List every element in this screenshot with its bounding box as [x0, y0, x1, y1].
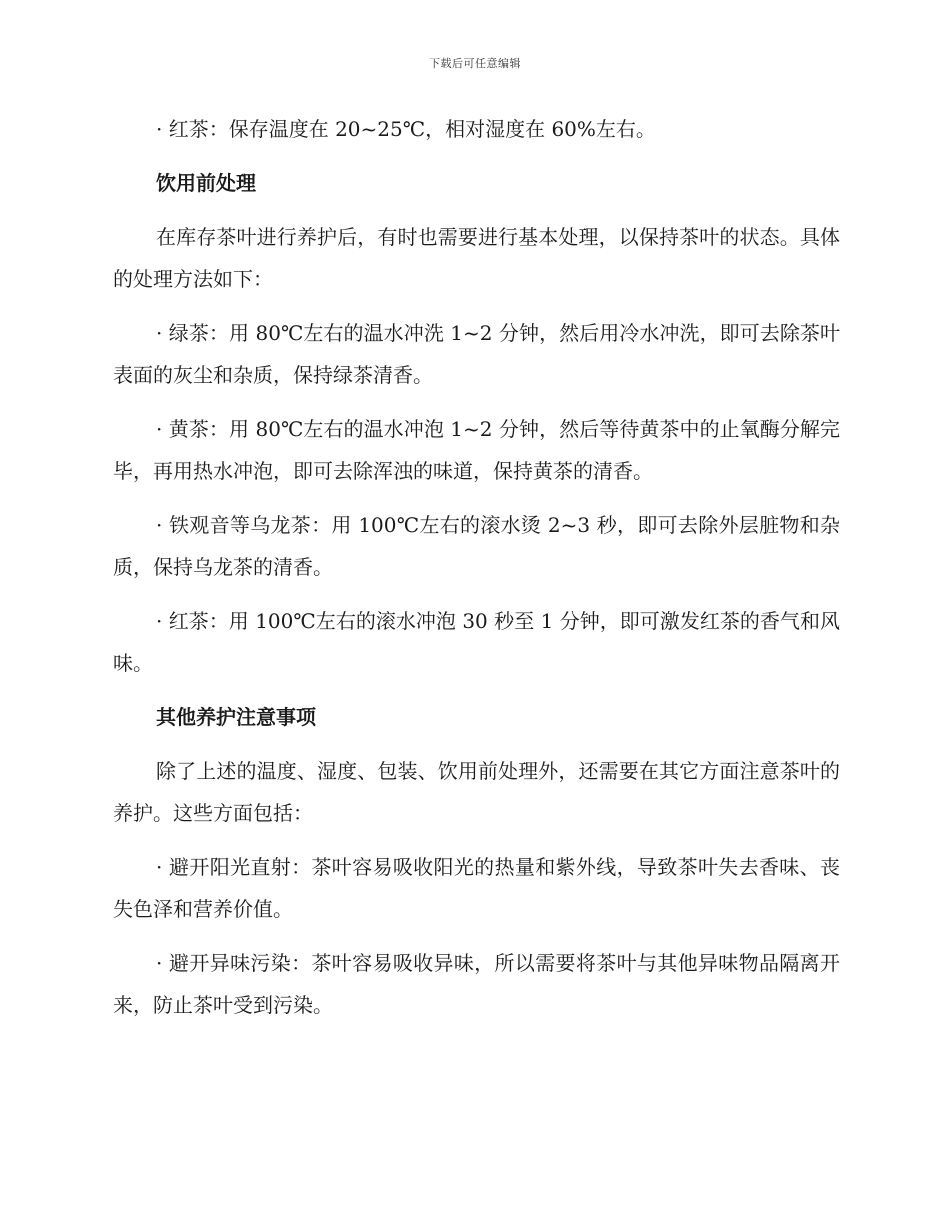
bullet-oolong-tea: · 铁观音等乌龙茶：用 100℃左右的滚水烫 2~3 秒，即可去除外层脏物和杂质，保持乌龙茶的清香。	[113, 513, 840, 579]
document-body	[113, 108, 840, 1026]
bullet-black-tea-storage: · 红茶：保存温度在 20~25℃，相对湿度在 60%左右。	[156, 117, 656, 141]
bullet-avoid-sunlight: · 避开阳光直射：茶叶容易吸收阳光的热量和紫外线，导致茶叶失去香味、丧失色泽和营养价值。	[113, 855, 840, 921]
intro-paragraph-other-care: 除了上述的温度、湿度、包装、饮用前处理外，还需要在其它方面注意茶叶的养护。这些方面包括：	[113, 759, 840, 825]
intro-paragraph-preparation: 在库存茶叶进行养护后，有时也需要进行基本处理，以保持茶叶的状态。具体的处理方法如下：	[113, 225, 840, 291]
section-heading-preparation: 饮用前处理	[156, 171, 256, 195]
bullet-green-tea: · 绿茶：用 80℃左右的温水冲洗 1~2 分钟，然后用冷水冲洗，即可去除茶叶表面的灰尘和杂质，保持绿茶清香。	[113, 321, 840, 387]
bullet-avoid-odor: · 避开异味污染：茶叶容易吸收异味，所以需要将茶叶与其他异味物品隔离开来，防止茶叶受到污染。	[113, 951, 840, 1017]
section-heading-other-care: 其他养护注意事项	[156, 705, 316, 729]
bullet-yellow-tea: · 黄茶：用 80℃左右的温水冲泡 1~2 分钟，然后等待黄茶中的止氧酶分解完毕，再用热水冲泡，即可去除浑浊的味道，保持黄茶的清香。	[113, 417, 840, 483]
bullet-black-tea-brew: · 红茶：用 100℃左右的滚水冲泡 30 秒至 1 分钟，即可激发红茶的香气和风味。	[113, 609, 840, 675]
page-header: 下载后可任意编辑	[429, 57, 521, 70]
